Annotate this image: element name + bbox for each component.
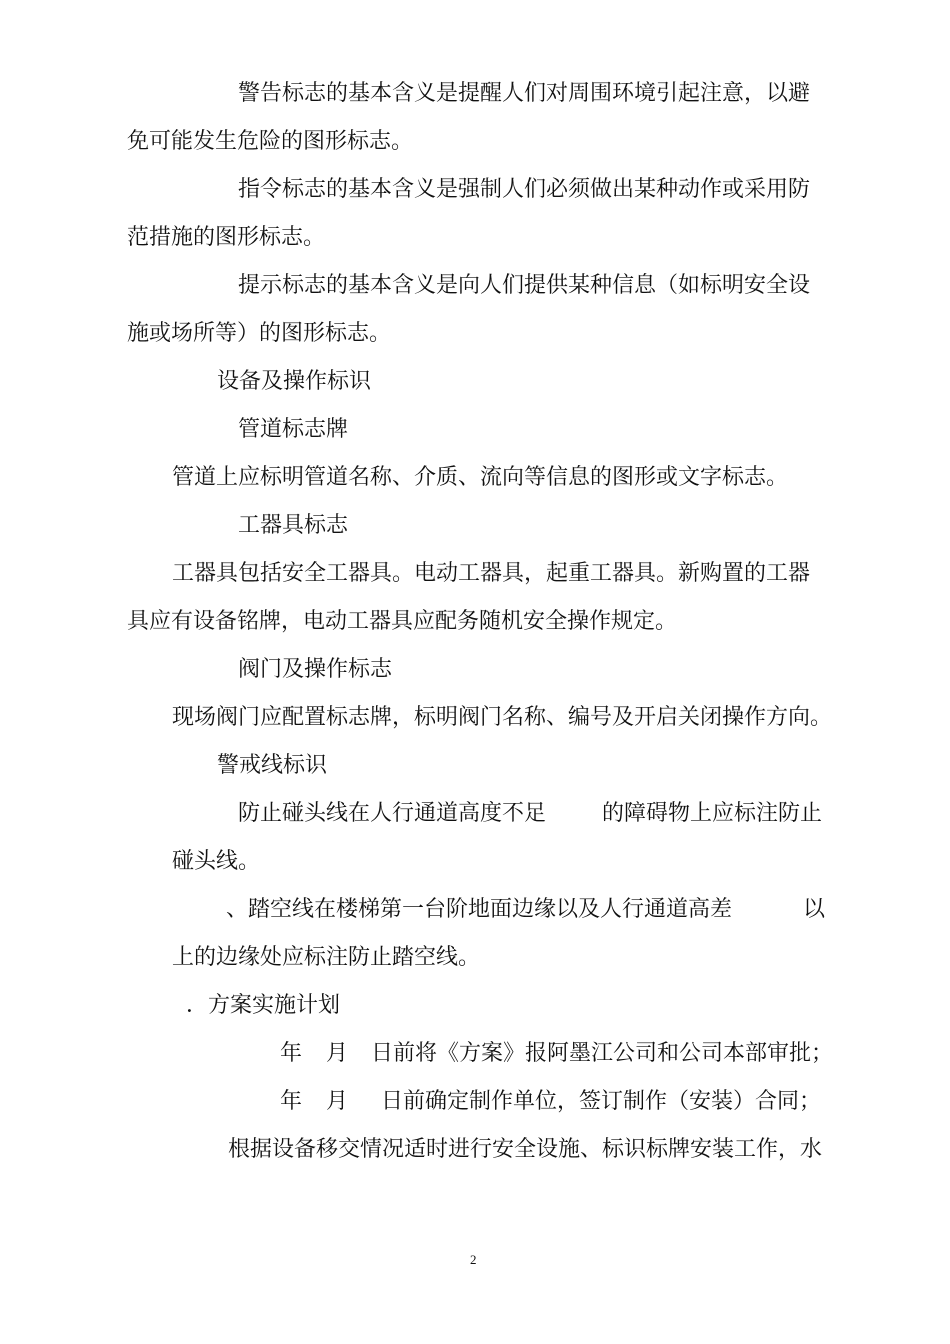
page-number: 2 — [470, 1252, 477, 1267]
text-line: 根据设备移交情况适时进行安全设施、标识标牌安装工作，水 — [228, 1137, 823, 1162]
text-line: 的障碍物上应标注防止 — [602, 801, 823, 826]
subsection-heading: 阀门及操作标志 — [238, 657, 393, 682]
text-line: 现场阀门应配置标志牌，标明阀门名称、编号及开启关闭操作方向。 — [172, 705, 833, 730]
plan-item-year: 年 — [280, 1089, 303, 1114]
text-line: 指令标志的基本含义是强制人们必须做出某种动作或采用防 — [238, 177, 811, 202]
plan-item-month: 月 — [326, 1041, 349, 1066]
subsection-heading: 管道标志牌 — [238, 417, 349, 442]
section-heading: ．方案实施计划 — [186, 993, 341, 1018]
text-line: 提示标志的基本含义是向人们提供某种信息（如标明安全设 — [238, 273, 811, 298]
text-line: 具应有设备铭牌，电动工器具应配务随机安全操作规定。 — [127, 609, 678, 634]
text-line: 以 — [803, 897, 826, 922]
text-line: 管道上应标明管道名称、介质、流向等信息的图形或文字标志。 — [172, 465, 789, 490]
text-line: 防止碰头线在人行通道高度不足 — [238, 801, 547, 826]
plan-item-year: 年 — [280, 1041, 303, 1066]
text-line: 碰头线。 — [172, 849, 261, 874]
text-line: 施或场所等）的图形标志。 — [127, 321, 392, 346]
text-line: 、踏空线在楼梯第一台阶地面边缘以及人行通道高差 — [226, 897, 733, 922]
plan-item-text: 日前确定制作单位，签订制作（安装）合同； — [381, 1089, 822, 1114]
text-line: 范措施的图形标志。 — [127, 225, 326, 250]
text-line: 免可能发生危险的图形标志。 — [127, 129, 414, 154]
text-line: 警告标志的基本含义是提醒人们对周围环境引起注意，以避 — [238, 81, 811, 106]
plan-item-month: 月 — [326, 1089, 349, 1114]
section-heading: 警戒线标识 — [217, 753, 328, 778]
text-line: 工器具包括安全工器具。电动工器具，起重工器具。新购置的工器 — [172, 561, 811, 586]
section-heading: 设备及操作标识 — [217, 369, 372, 394]
plan-item-text: 日前将《方案》报阿墨江公司和公司本部审批； — [371, 1041, 834, 1066]
text-line: 上的边缘处应标注防止踏空线。 — [172, 945, 481, 970]
subsection-heading: 工器具标志 — [238, 513, 349, 538]
